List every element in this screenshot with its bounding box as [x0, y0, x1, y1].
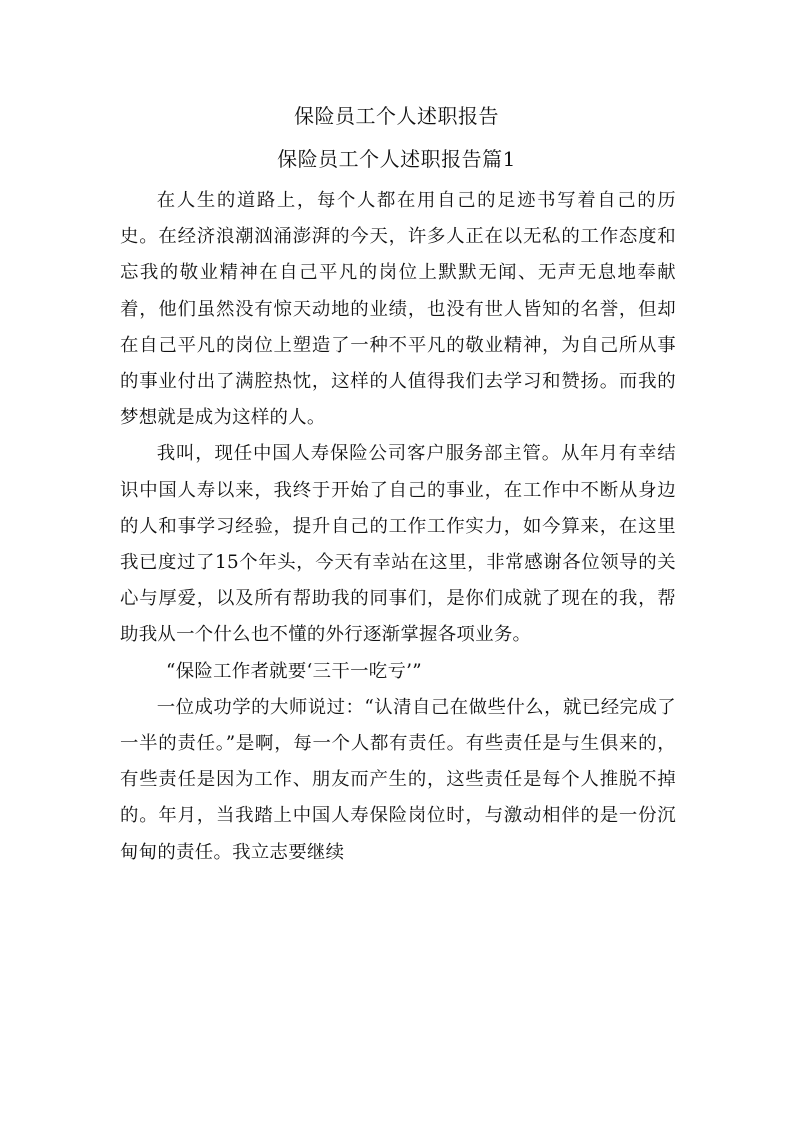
paragraph-intro: 在人生的道路上，每个人都在用自己的足迹书写着自己的历史。在经济浪潮汹涌澎湃的今天，许多人正在以无私的工作态度和忘我的敬业精神在自己平凡的岗位上默默无闻、无声无息地奉献着，他们虽然没有惊天动地的业绩，也没有世人皆知的名誉，但却在自己平凡的岗位上塑造了一种不平凡的敬业精神，为自己所从事的事业付出了满腔热忱，这样的人值得我们去学习和赞扬。而我的梦想就是成为这样的人。 [120, 190, 676, 429]
document-body [120, 183, 676, 871]
paragraph-self-introduction: 我叫，现任中国人寿保险公司客户服务部主管。从年月有幸结识中国人寿以来，我终于开始了自己的事业，在工作中不断从身边的人和事学习经验，提升自己的工作工作实力，如今算来，在这里我已度过了15个年头，今天有幸站在这里，非常感谢各位领导的关心与厚爱，以及所有帮助我的同事们，是你们成就了现在的我，帮助我从一个什么也不懂的外行逐渐掌握各项业务。 [120, 443, 676, 646]
paragraph-heading-quote: “保险工作者就要‘三干一吃亏’” [166, 660, 422, 682]
paragraph-responsibility: 一位成功学的大师说过：“认清自己在做些什么，就已经完成了一半的责任。”是啊，每一个人都有责任。有些责任是与生俱来的，有些责任是因为工作、朋友而产生的，这些责任是每个人推脱不掉的。年月，当我踏上中国人寿保险岗位时，与激动相伴的是一份沉甸甸的责任。我立志要继续 [120, 696, 676, 863]
document-subtitle: 保险员工个人述职报告篇1 [277, 147, 516, 171]
document-title: 保险员工个人述职报告 [294, 104, 499, 128]
